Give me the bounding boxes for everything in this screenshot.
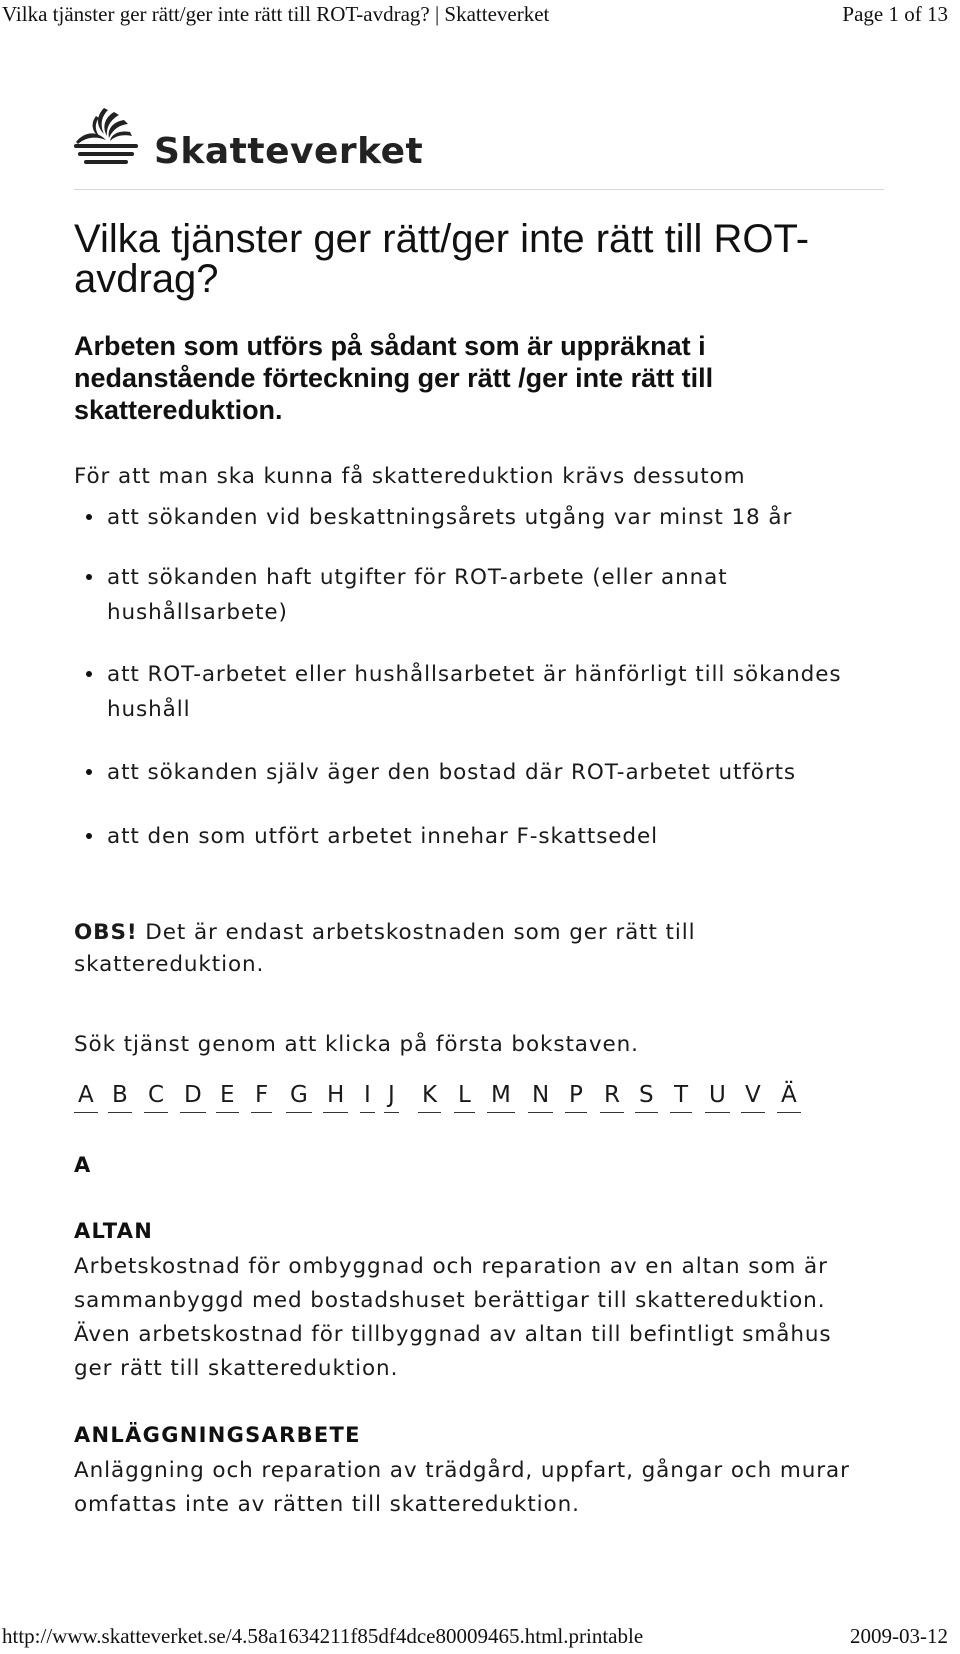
requirement-text: att sökanden själv äger den bostad där ROT-arbetet utförts xyxy=(107,760,797,785)
alphabet-link-m[interactable]: M xyxy=(487,1082,515,1113)
alphabet-link-k[interactable]: K xyxy=(418,1082,441,1113)
alphabet-link-j[interactable]: J xyxy=(384,1082,399,1113)
requirements-lead: För att man ska kunna få skattereduktion krävs dessutom xyxy=(74,464,746,489)
alphabet-link-p[interactable]: P xyxy=(565,1082,587,1113)
print-header-page-number: Page 1 of 13 xyxy=(842,2,948,26)
skatteverket-emblem-icon xyxy=(74,106,140,166)
entry-description: Arbetskostnad för ombyggnad och reparation av en altan som är sammanbyggd med bostadshuset berättigar till skattereduktion. Även arbetskostnad för tillbyggnad av altan till befintligt småhus ger rätt till skattereduktion. xyxy=(74,1254,832,1381)
alphabet-link-a[interactable]: A xyxy=(74,1082,98,1113)
alphabet-link-i[interactable]: I xyxy=(360,1082,375,1113)
alphabet-link-f[interactable]: F xyxy=(251,1082,272,1113)
alphabet-link-d[interactable]: D xyxy=(180,1082,206,1113)
obs-label: OBS! xyxy=(74,920,138,945)
print-footer-url: http://www.skatteverket.se/4.58a1634211f85df4dce80009465.html.printable xyxy=(2,1624,644,1648)
alphabet-link-b[interactable]: B xyxy=(108,1082,132,1113)
bullet-icon xyxy=(86,833,92,839)
requirement-text: att den som utfört arbetet innehar F-skattsedel xyxy=(107,824,658,849)
print-footer xyxy=(0,1624,960,1654)
alphabet-link-h[interactable]: H xyxy=(323,1082,348,1113)
bullet-icon xyxy=(86,574,92,580)
bullet-icon xyxy=(86,671,92,677)
alphabet-link-l[interactable]: L xyxy=(454,1082,475,1113)
logo-wordmark: Skatteverket xyxy=(154,131,424,172)
header-divider xyxy=(74,189,884,190)
alphabet-link-c[interactable]: C xyxy=(144,1082,168,1113)
alphabet-link-r[interactable]: R xyxy=(600,1082,624,1113)
requirement-text: att ROT-arbetet eller hushållsarbetet är hänförligt till sökandes hushåll xyxy=(107,662,842,722)
section-letter: A xyxy=(74,1153,91,1177)
entry-description: Anläggning och reparation av trädgård, uppfart, gångar och murar omfattas inte av rätten till skattereduktion. xyxy=(74,1458,850,1517)
intro-heading: Arbeten som utförs på sådant som är uppräknat i nedanstående förteckning ger rätt /ger inte rätt till skattereduktion. xyxy=(74,331,714,425)
alphabet-link-v[interactable]: V xyxy=(741,1082,765,1113)
alphabet-link-ae[interactable]: Ä xyxy=(777,1082,801,1113)
entry-title: ALTAN xyxy=(74,1219,154,1243)
alphabet-link-n[interactable]: N xyxy=(528,1082,553,1113)
obs-note xyxy=(74,917,834,981)
page-title: Vilka tjänster ger rätt/ger inte rätt till ROT-avdrag? xyxy=(74,217,810,301)
bullet-icon xyxy=(86,514,92,520)
alphabet-link-t[interactable]: T xyxy=(670,1082,692,1113)
search-hint: Sök tjänst genom att klicka på första bokstaven. xyxy=(74,1032,639,1057)
alphabet-link-g[interactable]: G xyxy=(286,1082,312,1113)
print-header xyxy=(0,0,960,30)
obs-text: Det är endast arbetskostnaden som ger rätt till skattereduktion. xyxy=(74,920,696,977)
print-footer-date: 2009-03-12 xyxy=(850,1624,948,1648)
alphabet-link-u[interactable]: U xyxy=(705,1082,730,1113)
alphabet-link-s[interactable]: S xyxy=(635,1082,658,1113)
requirement-text: att sökanden haft utgifter för ROT-arbete (eller annat hushållsarbete) xyxy=(107,565,728,625)
entry-title: ANLÄGGNINGSARBETE xyxy=(74,1423,361,1447)
bullet-icon xyxy=(86,769,92,775)
requirement-text: att sökanden vid beskattningsårets utgång var minst 18 år xyxy=(107,505,793,530)
alphabet-link-e[interactable]: E xyxy=(216,1082,239,1113)
print-header-title: Vilka tjänster ger rätt/ger inte rätt till ROT-avdrag? | Skatteverket xyxy=(2,2,550,26)
skatteverket-logo[interactable] xyxy=(74,106,424,172)
